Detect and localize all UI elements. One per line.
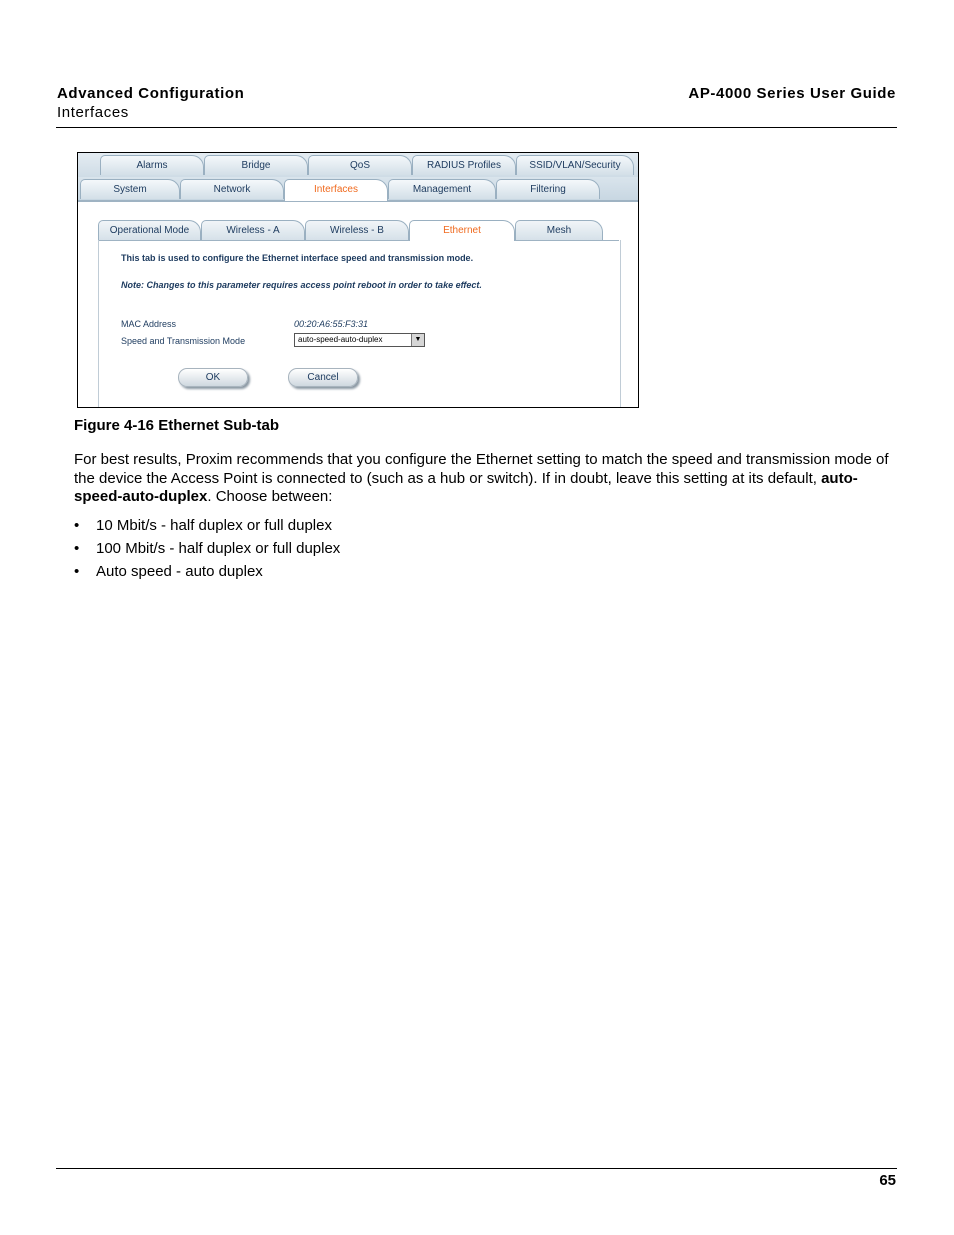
tab-alarms[interactable]: Alarms	[100, 155, 204, 175]
tab-ssid-vlan-security[interactable]: SSID/VLAN/Security	[516, 155, 634, 175]
tab-radius-profiles[interactable]: RADIUS Profiles	[412, 155, 516, 175]
subtab-operational-mode[interactable]: Operational Mode	[98, 220, 201, 240]
speed-mode-select[interactable]	[294, 333, 425, 347]
chevron-down-icon[interactable]: ▼	[411, 334, 424, 346]
header-guide-title: AP-4000 Series User Guide	[688, 85, 896, 102]
figure-caption: Figure 4-16 Ethernet Sub-tab	[74, 417, 280, 434]
header-subsection: Interfaces	[57, 104, 129, 121]
subtab-wireless-a[interactable]: Wireless - A	[201, 220, 305, 240]
mac-address-value: 00:20:A6:55:F3:31	[294, 319, 369, 329]
sub-tab-row	[98, 219, 619, 241]
header-section-title: Advanced Configuration	[57, 85, 245, 102]
body-paragraph	[74, 451, 906, 507]
tab-bridge[interactable]: Bridge	[204, 155, 308, 175]
footer-rule	[56, 1168, 897, 1169]
bullet-icon: •	[74, 563, 80, 580]
header-rule	[56, 127, 897, 128]
ok-button[interactable]: OK	[178, 368, 248, 387]
para-text-1: For best results, Proxim recommends that you configure the Ethernet setting to match the speed and transmission mode of the device the Access Point is connected to (such as a hub or switch). If in doubt, leave this setting at its default,	[74, 451, 889, 487]
subtab-ethernet[interactable]: Ethernet	[409, 220, 515, 241]
subtab-wireless-b[interactable]: Wireless - B	[305, 220, 409, 240]
list-item-text: 100 Mbit/s - half duplex or full duplex	[96, 540, 341, 557]
tab-management[interactable]: Management	[388, 179, 496, 199]
ethernet-description: This tab is used to configure the Ethernet interface speed and transmission mode.	[121, 253, 474, 263]
para-default-value: auto-speed-auto-duplex	[74, 469, 858, 505]
subtab-mesh[interactable]: Mesh	[515, 220, 603, 240]
top-tab-row-2	[78, 177, 638, 202]
cancel-button[interactable]: Cancel	[288, 368, 358, 387]
tab-filtering[interactable]: Filtering	[496, 179, 600, 199]
speed-mode-selected-value: auto-speed-auto-duplex	[298, 335, 383, 344]
reboot-note: Note: Changes to this parameter requires access point reboot in order to take effect.	[121, 280, 482, 290]
speed-mode-label: Speed and Transmission Mode	[121, 336, 246, 346]
list-item-text: 10 Mbit/s - half duplex or full duplex	[96, 517, 332, 534]
page-number: 65	[879, 1172, 896, 1189]
ethernet-subtab-screenshot	[77, 152, 639, 408]
top-tab-row-1	[78, 153, 638, 177]
tab-qos[interactable]: QoS	[308, 155, 412, 175]
list-item-text: Auto speed - auto duplex	[96, 563, 263, 580]
tab-interfaces[interactable]: Interfaces	[284, 179, 388, 201]
para-text-2: . Choose between:	[207, 488, 333, 505]
bullet-icon: •	[74, 517, 80, 534]
tab-system[interactable]: System	[80, 179, 180, 199]
mac-address-label: MAC Address	[121, 319, 177, 329]
tab-network[interactable]: Network	[180, 179, 284, 199]
bullet-icon: •	[74, 540, 80, 557]
